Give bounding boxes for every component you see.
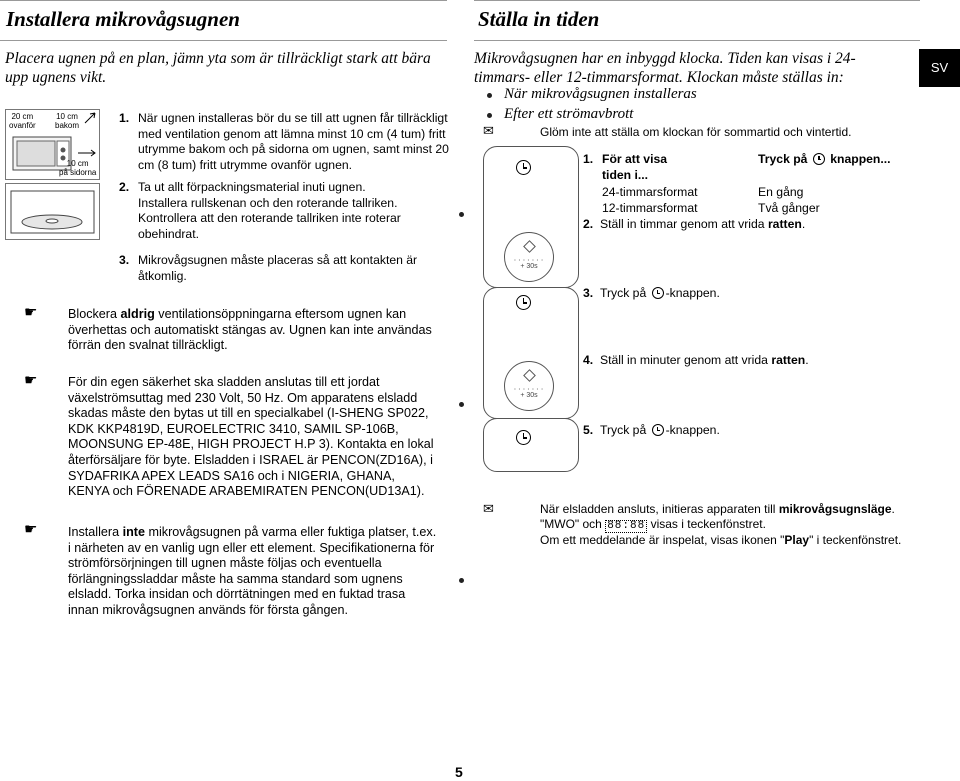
right-intro: Mikrovågsugnen har en inbyggd klocka. Tiden kan visas i 24- timmars- eller 12-timmarsformat. Klockan måste ställas in:: [474, 50, 856, 86]
clock-button-icon: [516, 295, 531, 310]
note-icon: ✉: [483, 123, 494, 138]
divider-dot: [459, 402, 464, 407]
clock-button-icon: [516, 430, 531, 445]
note-icon: ✉: [483, 501, 494, 516]
step-1-table: 1. För att visa tiden i... Tryck på knappen... 24-timmarsformat En gång 12-timmarsformat Två gånger: [583, 152, 891, 215]
label-side: 10 cm på sidorna: [59, 159, 97, 177]
step-4: 4. Ställ in minuter genom att vrida ratten.: [583, 353, 809, 367]
pointing-hand-icon: ☛: [24, 304, 38, 321]
left-header-bar: [0, 0, 447, 41]
tip-initialization: När elsladden ansluts, initieras apparaten till mikrovågsugnsläge. "MWO" och 88:88 visas i teckenfönstret. Om ett meddelande är inspelat, visas ikonen "Play" i teckenfönstret.: [540, 502, 902, 547]
page-number: 5: [455, 764, 463, 780]
left-page-title: Installera mikrovågsugnen: [6, 7, 240, 31]
control-panel-image-1: [483, 146, 579, 288]
install-step-3: 3. Mikrovågsugnen måste placeras så att kontakten är åtkomlig.: [119, 253, 418, 283]
clock-icon: [652, 424, 664, 436]
right-header-bar: [474, 0, 920, 41]
display-segment-icon: 88:88: [607, 519, 646, 532]
dial-knob: • • • • • • • + 30s: [504, 361, 554, 411]
bullet-dot: [487, 93, 492, 98]
pointing-hand-icon: ☛: [24, 372, 38, 389]
note-placement: Installera inte mikrovågsugnen på varma eller fuktiga platser, t.ex. i närheten av en vanlig ugn eller ett element. Specifikationerna för strömförsörjningen till ugnen måste följas och eventuella förlängningssladdar måste ha samma standard som ugnens elsladd. Torka insidan och dörrtätningen med en fuktad trasa innan mikrovågsugnen används för första gången.: [68, 525, 437, 617]
step-5: 5. Tryck på -knappen.: [583, 423, 720, 437]
bullet-install: När mikrovågsugnen installeras: [504, 86, 697, 103]
left-intro: Placera ugnen på en plan, jämn yta som är tillräckligt stark att bära upp ugnens vikt.: [5, 50, 431, 86]
note-power-cord: För din egen säkerhet ska sladden anslutas till ett jordat växelströmsuttag med 230 Volt, 50 Hz. Om apparatens elsladd skadas måste den bytas ut till en specialkabel (I-SHENG SP022, KDK KKP4819D, EUROELECTRIC 3410, SAMIL SP-106B, MOONSUNG EP-48E, HIGH PROJECT H.P 3). Kontakta en lokal återförsäljare för byte. Elsladden i ISRAEL är PENCON(ZD16A), i SYDAFRIKA APEX LEADS SA16 och i NIGERIA, GHANA, KENYA och FÖRENADE ARABEMIRATEN PENCON(UD13A1).: [68, 375, 434, 499]
install-step-1: 1. När ugnen installeras bör du se till att ugnen får tillräckligt med ventilation genom att lämna minst 10 cm (4 tum) fritt utrymme bakom och på sidorna om ugnen, samt minst 20 cm (8 tum) fritt utrymme ovanför ugnen.: [119, 111, 449, 172]
language-tab: SV: [919, 49, 960, 87]
note-ventilation: Blockera aldrig ventilationsöppningarna eftersom ugnen kan överhettas och automatiskt stängas av. Ugnen kan inte användas förrän den svalnat tillräckligt.: [68, 307, 432, 352]
pointing-hand-icon: ☛: [24, 521, 38, 538]
bullet-dot: [487, 113, 492, 118]
divider-dot: [459, 212, 464, 217]
label-behind: 10 cm bakom: [55, 112, 80, 130]
ventilation-figure: [5, 109, 100, 240]
bullet-power-outage: Efter ett strömavbrott: [504, 106, 633, 123]
dial-knob: • • • • • • • + 30s: [504, 232, 554, 282]
control-panel-image-2: [483, 287, 579, 419]
clock-icon: [813, 153, 825, 165]
tip-daylight-saving: Glöm inte att ställa om klockan för sommartid och vintertid.: [540, 125, 852, 139]
step-2: 2. Ställ in timmar genom att vrida ratten.: [583, 217, 806, 231]
install-step-2: 2. Ta ut allt förpackningsmaterial inuti ugnen. Installera rullskenan och den roterande tallriken. Kontrollera att den roterande tallriken inte roterar obehindrat.: [119, 180, 401, 241]
control-panel-image-3: [483, 418, 579, 472]
divider-dot: [459, 578, 464, 583]
right-page-title: Ställa in tiden: [478, 7, 600, 31]
clock-button-icon: [516, 160, 531, 175]
step-3: 3. Tryck på -knappen.: [583, 286, 720, 300]
clock-icon: [652, 287, 664, 299]
label-above: 20 cm ovanför: [9, 112, 36, 130]
